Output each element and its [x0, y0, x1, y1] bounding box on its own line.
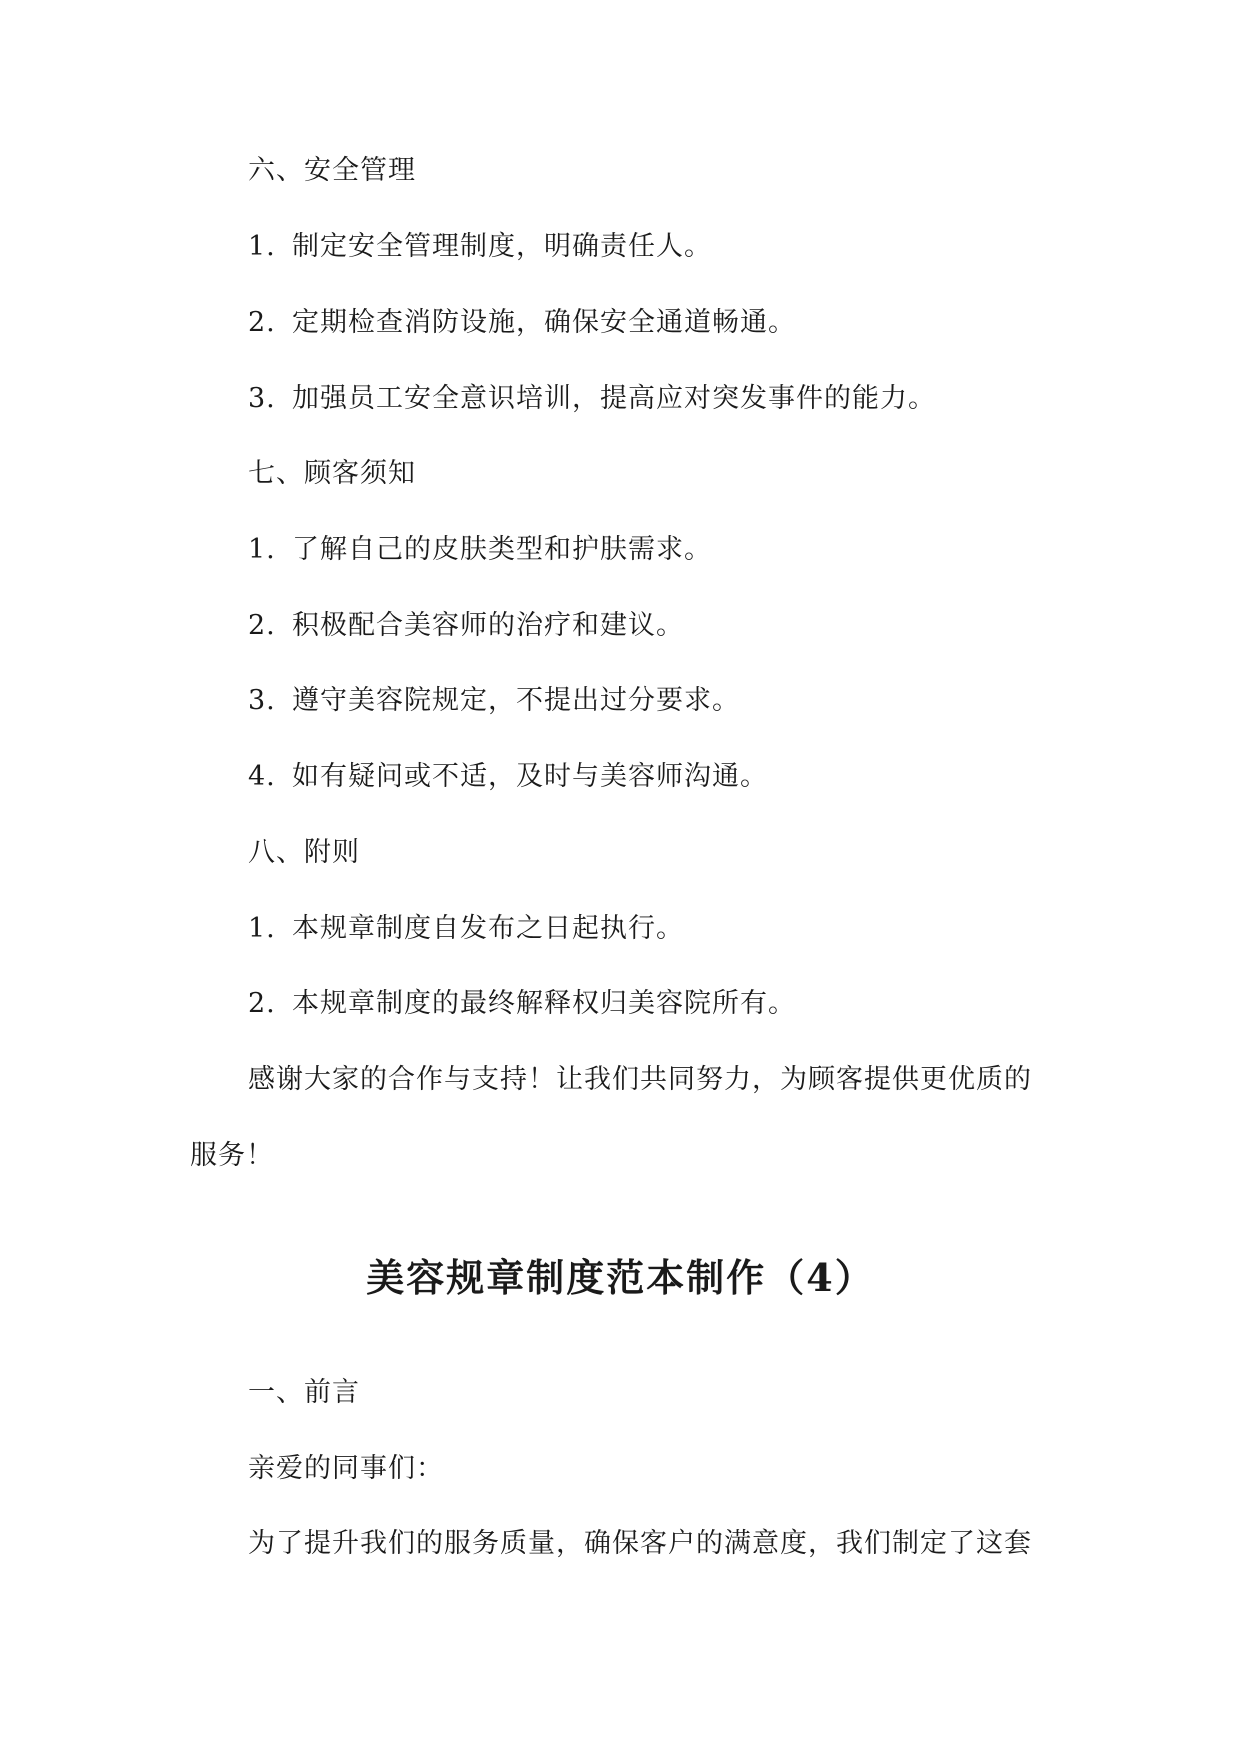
- document-title: 美容规章制度范本制作（4）: [366, 1255, 875, 1300]
- list-number: 1.: [248, 534, 276, 565]
- list-number: 2.: [248, 610, 276, 641]
- list-text: 了解自己的皮肤类型和护肤需求。: [292, 534, 712, 565]
- list-number: 3.: [248, 685, 276, 716]
- list-text: 加强员工安全意识培训，提高应对突发事件的能力。: [292, 383, 936, 414]
- list-text: 本规章制度自发布之日起执行。: [292, 913, 684, 944]
- list-text: 本规章制度的最终解释权归美容院所有。: [292, 988, 796, 1019]
- list-text: 积极配合美容师的治疗和建议。: [292, 610, 684, 641]
- closing-paragraph-line-2: 服务！: [190, 1140, 274, 1171]
- list-number: 3.: [248, 383, 276, 414]
- list-item: [248, 306, 796, 340]
- section-heading-safety: 六、安全管理: [248, 155, 416, 186]
- list-number: 2.: [248, 988, 276, 1019]
- section-heading-customer-notice: 七、顾客须知: [248, 458, 416, 489]
- list-item: [248, 230, 712, 264]
- list-number: 4.: [248, 761, 276, 792]
- list-item: [248, 609, 684, 643]
- list-item: [248, 760, 768, 794]
- section-heading-supplementary: 八、附则: [248, 837, 360, 868]
- list-number: 2.: [248, 307, 276, 338]
- list-text: 如有疑问或不适，及时与美容师沟通。: [292, 761, 768, 792]
- preface-paragraph: 为了提升我们的服务质量，确保客户的满意度，我们制定了这套: [248, 1528, 1032, 1559]
- list-number: 1.: [248, 913, 276, 944]
- closing-paragraph-line-1: 感谢大家的合作与支持！让我们共同努力，为顾客提供更优质的: [248, 1064, 1032, 1095]
- list-item: [248, 684, 740, 718]
- list-item: [248, 912, 684, 946]
- list-text: 定期检查消防设施，确保安全通道畅通。: [292, 307, 796, 338]
- greeting: 亲爱的同事们：: [248, 1453, 444, 1484]
- section-heading-preface: 一、前言: [248, 1377, 360, 1408]
- list-item: [248, 987, 796, 1021]
- list-number: 1.: [248, 231, 276, 262]
- list-text: 制定安全管理制度，明确责任人。: [292, 231, 712, 262]
- list-text: 遵守美容院规定，不提出过分要求。: [292, 685, 740, 716]
- list-item: [248, 533, 712, 567]
- list-item: [248, 382, 936, 416]
